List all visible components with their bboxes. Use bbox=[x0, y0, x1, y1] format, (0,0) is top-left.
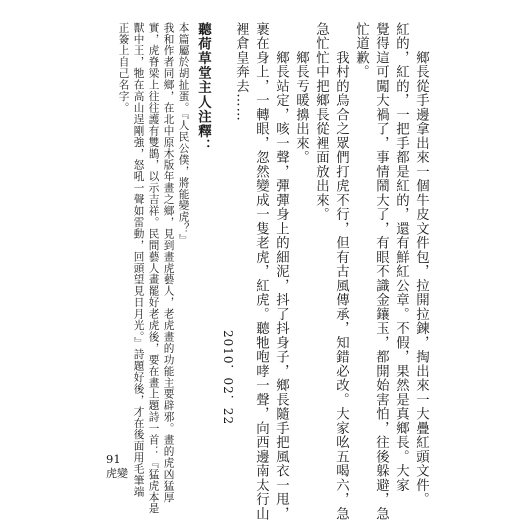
story-column-1: 鄉長從手邊拿出來一個牛皮文件包，拉開拉鍊，掏出來一大疊紅頭文件。 bbox=[413, 22, 429, 507]
story-column-2: 紅的，紅的，一把手都是紅的，還有鮮紅公章。不假，果然是真鄉長。大家 bbox=[393, 22, 409, 493]
story-column-6: 急忙忙中把鄉長從裡面放出來。 bbox=[313, 22, 329, 222]
page-number: 91 bbox=[106, 452, 121, 466]
story-column-10: 裡倉皇奔去…… bbox=[233, 22, 249, 122]
note-column-1: 本篇屬於胡扯蛋。『人民公僕，將能變虎？』 bbox=[177, 22, 190, 246]
book-title: 虎變 bbox=[106, 467, 128, 480]
note-column-3: 實，虎脊梁上往往護有雙鵲，以示吉祥。民間藝人畫罷好老虎後，要在畫上題詩一首：『猛虎本是 bbox=[147, 22, 160, 515]
story-column-8: 鄉長站定，咳一聲，彈彈身上的細泥，抖了抖身子，鄉長隨手把風衣一甩， bbox=[273, 22, 289, 521]
story-column-5: 我村的烏合之眾們打虎不行，但有古風傳承，知錯必改。大家吆五喝六，急 bbox=[333, 22, 349, 521]
note-title: 聽荷草堂主人注釋： bbox=[195, 22, 212, 154]
story-column-3: 覺得這可闖大禍了，事情鬧大了，有眼不識金鑲玉，都開始害怕，往後躲避，急 bbox=[373, 22, 389, 521]
note-column-5: 正簽上自己名字。 bbox=[117, 22, 130, 114]
note-column-2: 我和作者同鄉，在北中原木版年畫之鄉，見到畫虎藝人，老虎畫的功能主要辟邪。畫的虎凶猛厚 bbox=[162, 22, 175, 503]
story-column-4: 忙道歉。 bbox=[353, 22, 369, 79]
story-column-9: 裹在身上，一轉眼，忽然變成一隻老虎，紅虎。聽牠咆哮一聲，向西邊南太行山 bbox=[253, 22, 269, 521]
story-date: 2010．02．22 bbox=[221, 330, 235, 426]
story-column-7: 鄉長亐暖擤出來。 bbox=[293, 22, 309, 165]
note-column-4: 獸中王，牠在高山逞剛強，怒吼一聲如雷動，回頭望見日月光。』詩題好後，才在後面用毛筆端 bbox=[132, 22, 145, 498]
